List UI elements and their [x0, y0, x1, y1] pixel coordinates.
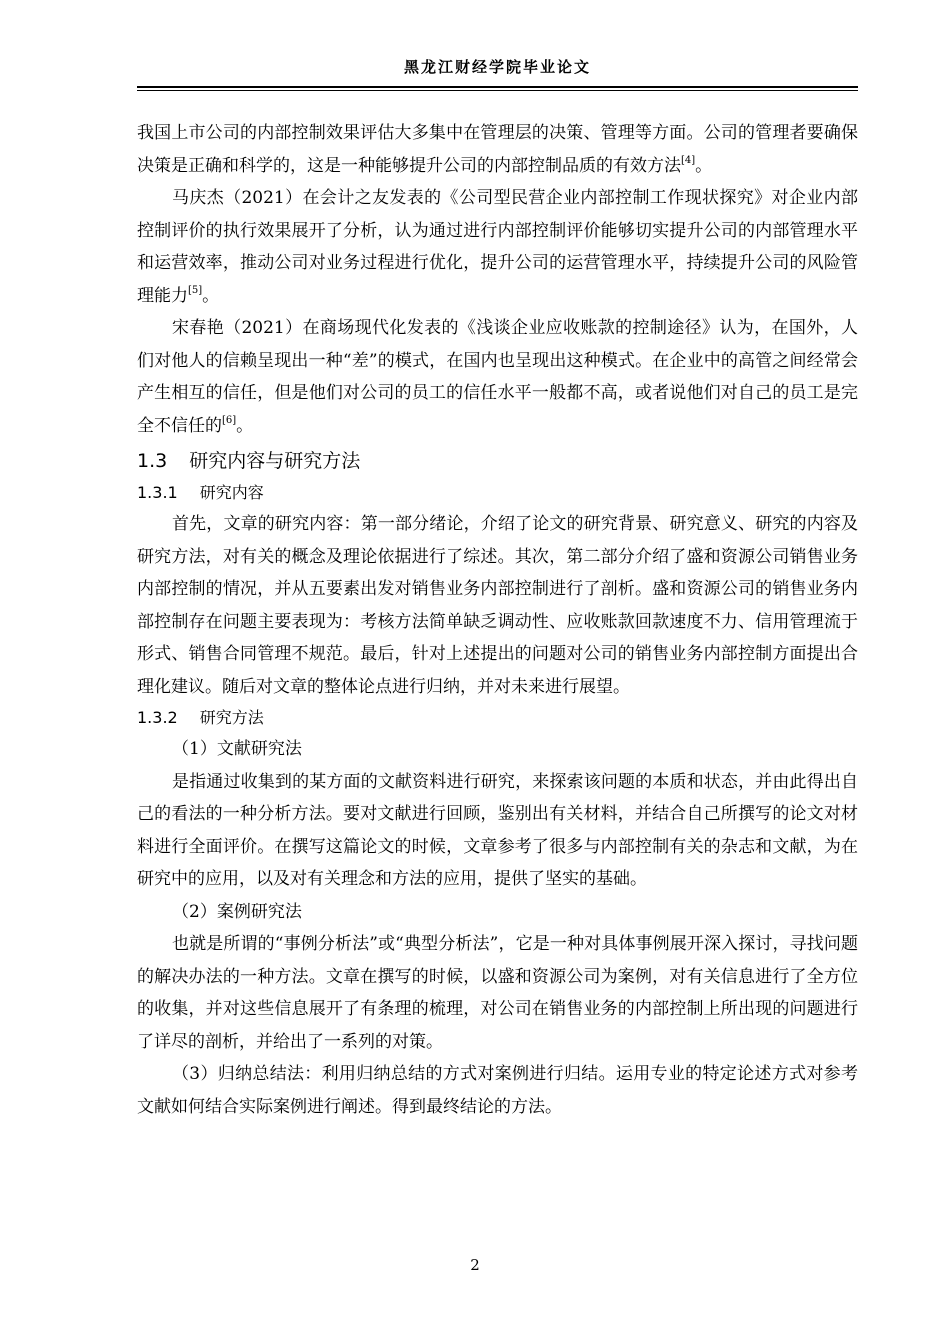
subsection-heading-1-3-1 [137, 478, 858, 508]
section-heading-1-3 [137, 444, 858, 478]
method-title-literature: （1）文献研究法 [172, 739, 302, 759]
header-rule-thick [137, 86, 858, 88]
paragraph-method-literature: 是指通过收集到的某方面的文献资料进行研究，来探索该问题的本质和状态，并由此得出自己的看法的一种分析方法。要对文献进行回顾，鉴别出有关材料，并结合自己所撰写的论文对材料进行全面评价。在撰写这篇论文的时候，文章参考了很多与内部控制有关的杂志和文献，为在研究中的应用，以及对有关理念和方法的应用，提供了坚实的基础。 [137, 771, 858, 889]
paragraph-text: 马庆杰（2021）在会计之友发表的《公司型民营企业内部控制工作现状探究》对企业内部控制评价的执行效果展开了分析，认为通过进行内部控制评价能够切实提升公司的内部管理水平和运营效率，推动公司对业务过程进行优化，提升公司的运营管理水平，持续提升公司的风险管理能力 [137, 188, 858, 306]
document-body [137, 117, 858, 1123]
paragraph-method-induction: （3）归纳总结法：利用归纳总结的方式对案例进行归结。运用专业的特定论述方式对参考文献如何结合实际案例进行阐述。得到最终结论的方法。 [137, 1064, 858, 1117]
subsection-number: 1.3.1 [137, 483, 178, 502]
paragraph-end: 。 [236, 415, 254, 436]
method-title-case-study: （2）案例研究法 [172, 901, 302, 922]
paragraph-end: 。 [695, 155, 713, 176]
header-rule-thin [137, 90, 858, 91]
paragraph-research-content: 首先，文章的研究内容：第一部分绪论，介绍了论文的研究背景、研究意义、研究的内容及研究方法，对有关的概念及理论依据进行了综述。其次，第二部分介绍了盛和资源公司销售业务内部控制的情况，并从五要素出发对销售业务内部控制进行了剖析。盛和资源公司的销售业务内部控制存在问题主要表现为：考核方法简单缺乏调动性、应收账款回款速度不力、信用管理流于形式、销售合同管理不规范。最后，针对上述提出的问题对公司的销售业务内部控制方面提出合理化建议。随后对文章的整体论点进行归纳，并对未来进行展望。 [137, 514, 858, 697]
paragraph-method-case-study: 也就是所谓的“事例分析法”或“典型分析法”，它是一种对具体事例展开深入探讨，寻找问题的解决办法的一种方法。文章在撰写的时候，以盛和资源公司为案例，对有关信息进行了全方位的收集，并对这些信息展开了有条理的梳理，对公司在销售业务的内部控制上所出现的问题进行了详尽的剖析，并给出了一系列的对策。 [137, 934, 858, 1052]
paragraph-text: 我国上市公司的内部控制效果评估大多集中在管理层的决策、管理等方面。公司的管理者要确保决策是正确和科学的，这是一种能够提升公司的内部控制品质的有效方法 [137, 123, 858, 176]
paragraph-text: 宋春艳（2021）在商场现代化发表的《浅谈企业应收账款的控制途径》认为，在国外，人们对他人的信赖呈现出一种“差”的模式，在国内也呈现出这种模式。在企业中的高管之间经常会产生相互的信任，但是他们对公司的员工的信任水平一般都不高，或者说他们对自己的员工是完全不信任的 [137, 318, 858, 436]
citation-ref-5: [5] [188, 284, 203, 296]
subsection-number: 1.3.2 [137, 708, 178, 727]
paragraph-literature-6 [137, 312, 858, 442]
paragraph-literature-5 [137, 182, 858, 312]
subsection-title: 研究方法 [199, 708, 264, 727]
paragraph-literature-4 [137, 117, 858, 182]
subsection-heading-1-3-2 [137, 703, 858, 733]
paragraph-end: 。 [202, 285, 220, 306]
page-header-title: 黑龙江财经学院毕业论文 [403, 58, 591, 76]
citation-ref-4: [4] [681, 154, 696, 166]
citation-ref-6: [6] [222, 414, 237, 426]
section-title: 研究内容与研究方法 [189, 450, 361, 472]
page-number: 2 [470, 1256, 480, 1274]
subsection-title: 研究内容 [199, 483, 264, 502]
section-number: 1.3 [137, 450, 168, 472]
